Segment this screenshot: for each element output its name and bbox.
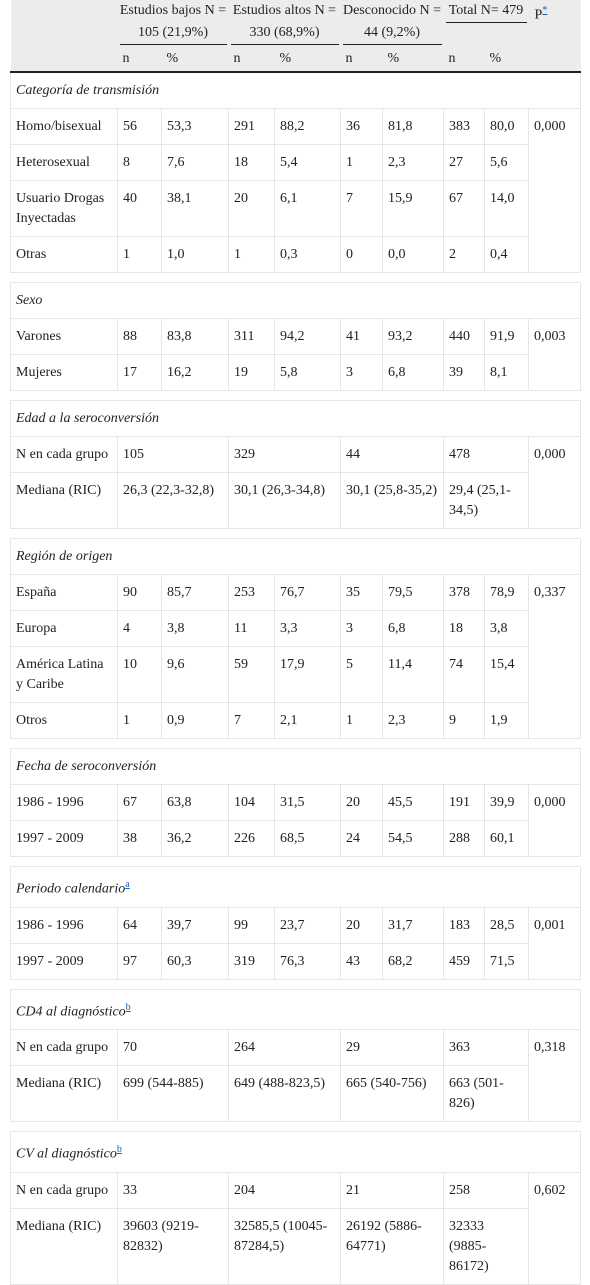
cell-merged: 264 <box>229 1030 341 1066</box>
cell-n: 43 <box>341 943 383 979</box>
table-row <box>11 611 581 647</box>
cell-n: 8 <box>118 145 162 181</box>
row-label: España <box>11 575 118 611</box>
cell-merged: 26,3 (22,3-32,8) <box>118 473 229 529</box>
cell-merged: 21 <box>341 1172 444 1208</box>
section-title: Sexo <box>11 283 581 319</box>
cell-n: 64 <box>118 907 162 943</box>
cell-pct: 81,8 <box>383 109 444 145</box>
cell-n: 74 <box>444 647 485 703</box>
cell-pct: 2,3 <box>383 703 444 739</box>
table-row <box>11 437 581 473</box>
table-body <box>11 72 581 1284</box>
header-p: P* <box>529 0 581 47</box>
cell-merged: 29,4 (25,1-34,5) <box>444 473 529 529</box>
section-title-row <box>11 401 581 437</box>
row-label: América Latina y Caribe <box>11 647 118 703</box>
cell-n: 1 <box>341 145 383 181</box>
table-row <box>11 473 581 529</box>
cell-merged: 105 <box>118 437 229 473</box>
cell-n: 5 <box>341 647 383 703</box>
cell-n: 3 <box>341 355 383 391</box>
subheader-p-blank <box>529 47 581 72</box>
cell-pct: 60,3 <box>162 943 229 979</box>
cell-pct: 60,1 <box>485 821 529 857</box>
cell-pct: 2,3 <box>383 145 444 181</box>
spacer-cell <box>11 273 581 283</box>
cell-n: 24 <box>341 821 383 857</box>
section-title-row <box>11 283 581 319</box>
cell-pct: 76,3 <box>275 943 341 979</box>
cell-merged: 44 <box>341 437 444 473</box>
cell-n: 1 <box>341 703 383 739</box>
cell-merged: 204 <box>229 1172 341 1208</box>
section-spacer <box>11 391 581 401</box>
p-value: 0,000 <box>529 785 581 857</box>
cell-merged: 363 <box>444 1030 529 1066</box>
table-row <box>11 785 581 821</box>
cell-n: 226 <box>229 821 275 857</box>
row-label: Heterosexual <box>11 145 118 181</box>
cell-n: 17 <box>118 355 162 391</box>
results-table <box>10 0 581 1285</box>
cell-n: 383 <box>444 109 485 145</box>
cell-pct: 53,3 <box>162 109 229 145</box>
cell-pct: 1,0 <box>162 237 229 273</box>
cell-n: 9 <box>444 703 485 739</box>
cell-merged: 649 (488-823,5) <box>229 1066 341 1122</box>
section-footnote-link[interactable]: b <box>125 1001 131 1013</box>
cell-pct: 76,7 <box>275 575 341 611</box>
cell-n: 191 <box>444 785 485 821</box>
cell-pct: 3,8 <box>162 611 229 647</box>
cell-n: 378 <box>444 575 485 611</box>
table-row <box>11 703 581 739</box>
section-title-row <box>11 749 581 785</box>
cell-pct: 45,5 <box>383 785 444 821</box>
cell-pct: 5,4 <box>275 145 341 181</box>
cell-pct: 11,4 <box>383 647 444 703</box>
cell-pct: 0,9 <box>162 703 229 739</box>
table-row <box>11 821 581 857</box>
cell-merged: 30,1 (25,8-35,2) <box>341 473 444 529</box>
row-label: Mediana (RIC) <box>11 473 118 529</box>
cell-pct: 71,5 <box>485 943 529 979</box>
cell-n: 18 <box>444 611 485 647</box>
cell-merged: 32333 (9885-86172) <box>444 1208 529 1284</box>
subheader-n: n <box>444 47 485 72</box>
header-group-low: Estudios bajos N = 105 (21,9%) <box>118 0 229 47</box>
cell-n: 67 <box>444 181 485 237</box>
cell-merged: 699 (544-885) <box>118 1066 229 1122</box>
header-group-total: Total N= 479 <box>444 0 529 47</box>
cell-n: 40 <box>118 181 162 237</box>
row-label: Mediana (RIC) <box>11 1066 118 1122</box>
cell-pct: 38,1 <box>162 181 229 237</box>
cell-n: 59 <box>229 647 275 703</box>
cell-pct: 0,4 <box>485 237 529 273</box>
row-label: Mediana (RIC) <box>11 1208 118 1284</box>
cell-n: 104 <box>229 785 275 821</box>
table-row <box>11 1172 581 1208</box>
cell-merged: 258 <box>444 1172 529 1208</box>
cell-pct: 85,7 <box>162 575 229 611</box>
cell-pct: 91,9 <box>485 319 529 355</box>
cell-pct: 0,3 <box>275 237 341 273</box>
cell-n: 99 <box>229 907 275 943</box>
cell-n: 39 <box>444 355 485 391</box>
cell-merged: 70 <box>118 1030 229 1066</box>
p-value: 0,003 <box>529 319 581 391</box>
row-label: Otras <box>11 237 118 273</box>
cell-n: 38 <box>118 821 162 857</box>
section-title: Edad a la seroconversión <box>11 401 581 437</box>
section-spacer <box>11 857 581 867</box>
cell-n: 319 <box>229 943 275 979</box>
section-footnote-link[interactable]: a <box>125 879 130 890</box>
cell-merged: 665 (540-756) <box>341 1066 444 1122</box>
table-row <box>11 237 581 273</box>
cell-pct: 3,8 <box>485 611 529 647</box>
cell-pct: 6,8 <box>383 611 444 647</box>
cell-n: 56 <box>118 109 162 145</box>
row-label: 1986 - 1996 <box>11 785 118 821</box>
cell-n: 459 <box>444 943 485 979</box>
spacer-cell <box>11 857 581 867</box>
subheader-n: n <box>229 47 275 72</box>
cell-pct: 68,2 <box>383 943 444 979</box>
cell-pct: 2,1 <box>275 703 341 739</box>
section-title-row <box>11 539 581 575</box>
cell-n: 35 <box>341 575 383 611</box>
cell-pct: 15,4 <box>485 647 529 703</box>
cell-n: 19 <box>229 355 275 391</box>
subheader-pct: % <box>485 47 529 72</box>
subheader-pct: % <box>383 47 444 72</box>
spacer-cell <box>11 1122 581 1132</box>
cell-pct: 88,2 <box>275 109 341 145</box>
cell-pct: 94,2 <box>275 319 341 355</box>
cell-pct: 63,8 <box>162 785 229 821</box>
subheader-pct: % <box>275 47 341 72</box>
cell-merged: 32585,5 (10045-87284,5) <box>229 1208 341 1284</box>
cell-pct: 6,8 <box>383 355 444 391</box>
cell-n: 20 <box>341 907 383 943</box>
cell-n: 97 <box>118 943 162 979</box>
section-spacer <box>11 979 581 989</box>
cell-n: 18 <box>229 145 275 181</box>
cell-n: 90 <box>118 575 162 611</box>
table-row <box>11 319 581 355</box>
table-row <box>11 575 581 611</box>
cell-n: 0 <box>341 237 383 273</box>
cell-n: 2 <box>444 237 485 273</box>
table-row <box>11 109 581 145</box>
spacer-cell <box>11 529 581 539</box>
subheader-row <box>11 47 581 72</box>
cell-pct: 5,6 <box>485 145 529 181</box>
table-row <box>11 145 581 181</box>
cell-pct: 39,9 <box>485 785 529 821</box>
header-group-high: Estudios altos N = 330 (68,9%) <box>229 0 341 47</box>
cell-n: 36 <box>341 109 383 145</box>
cell-pct: 8,1 <box>485 355 529 391</box>
row-label: 1997 - 2009 <box>11 821 118 857</box>
section-spacer <box>11 1122 581 1132</box>
row-label: N en cada grupo <box>11 1030 118 1066</box>
cell-n: 253 <box>229 575 275 611</box>
row-label: Homo/bisexual <box>11 109 118 145</box>
cell-pct: 15,9 <box>383 181 444 237</box>
p-footnote-link[interactable]: * <box>542 5 548 16</box>
section-title-row <box>11 72 581 109</box>
cell-pct: 79,5 <box>383 575 444 611</box>
section-title: CV al diagnóstico$^b$ <box>11 1132 581 1173</box>
cell-n: 288 <box>444 821 485 857</box>
cell-pct: 54,5 <box>383 821 444 857</box>
table-row <box>11 181 581 237</box>
row-label: Mujeres <box>11 355 118 391</box>
cell-pct: 1,9 <box>485 703 529 739</box>
subheader-pct: % <box>162 47 229 72</box>
cell-n: 20 <box>229 181 275 237</box>
cell-merged: 30,1 (26,3-34,8) <box>229 473 341 529</box>
row-label: N en cada grupo <box>11 437 118 473</box>
table-row <box>11 943 581 979</box>
p-value: 0,337 <box>529 575 581 739</box>
spacer-cell <box>11 739 581 749</box>
cell-n: 1 <box>229 237 275 273</box>
cell-merged: 29 <box>341 1030 444 1066</box>
header-blank <box>11 0 118 47</box>
row-label: Otros <box>11 703 118 739</box>
row-label: 1986 - 1996 <box>11 907 118 943</box>
subheader-n: n <box>341 47 383 72</box>
cell-n: 1 <box>118 237 162 273</box>
cell-merged: 478 <box>444 437 529 473</box>
section-title-row <box>11 867 581 908</box>
header-group-unknown: Desconocido N = 44 (9,2%) <box>341 0 444 47</box>
section-spacer <box>11 739 581 749</box>
section-title: CD4 al diagnóstico$^b$ <box>11 989 581 1030</box>
cell-pct: 7,6 <box>162 145 229 181</box>
cell-n: 1 <box>118 703 162 739</box>
cell-merged: 329 <box>229 437 341 473</box>
cell-pct: 9,6 <box>162 647 229 703</box>
cell-pct: 80,0 <box>485 109 529 145</box>
section-title: Fecha de seroconversión <box>11 749 581 785</box>
cell-n: 440 <box>444 319 485 355</box>
row-label: Usuario Drogas Inyectadas <box>11 181 118 237</box>
section-spacer <box>11 273 581 283</box>
cell-n: 311 <box>229 319 275 355</box>
cell-n: 41 <box>341 319 383 355</box>
spacer-cell <box>11 391 581 401</box>
table-row <box>11 647 581 703</box>
cell-n: 183 <box>444 907 485 943</box>
cell-n: 67 <box>118 785 162 821</box>
cell-merged: 33 <box>118 1172 229 1208</box>
cell-pct: 17,9 <box>275 647 341 703</box>
p-value: 0,318 <box>529 1030 581 1122</box>
cell-n: 291 <box>229 109 275 145</box>
section-footnote-link[interactable]: b <box>116 1144 122 1156</box>
cell-merged: 26192 (5886-64771) <box>341 1208 444 1284</box>
cell-n: 7 <box>229 703 275 739</box>
cell-n: 10 <box>118 647 162 703</box>
cell-pct: 83,8 <box>162 319 229 355</box>
cell-n: 27 <box>444 145 485 181</box>
cell-n: 3 <box>341 611 383 647</box>
row-label: N en cada grupo <box>11 1172 118 1208</box>
row-label: 1997 - 2009 <box>11 943 118 979</box>
cell-pct: 23,7 <box>275 907 341 943</box>
cell-pct: 39,7 <box>162 907 229 943</box>
cell-pct: 36,2 <box>162 821 229 857</box>
cell-pct: 16,2 <box>162 355 229 391</box>
p-value: 0,000 <box>529 109 581 273</box>
cell-pct: 78,9 <box>485 575 529 611</box>
section-spacer <box>11 529 581 539</box>
cell-n: 7 <box>341 181 383 237</box>
row-label: Varones <box>11 319 118 355</box>
table-row <box>11 1066 581 1122</box>
section-title: Periodo calendario$^a$ <box>11 867 581 908</box>
spacer-cell <box>11 979 581 989</box>
section-title-row <box>11 989 581 1030</box>
table-row <box>11 1030 581 1066</box>
cell-pct: 31,7 <box>383 907 444 943</box>
cell-pct: 3,3 <box>275 611 341 647</box>
cell-n: 88 <box>118 319 162 355</box>
cell-pct: 31,5 <box>275 785 341 821</box>
row-label: Europa <box>11 611 118 647</box>
p-value: 0,001 <box>529 907 581 979</box>
cell-pct: 0,0 <box>383 237 444 273</box>
table-row <box>11 355 581 391</box>
section-title-row <box>11 1132 581 1173</box>
cell-pct: 5,8 <box>275 355 341 391</box>
subheader-blank <box>11 47 118 72</box>
p-value: 0,602 <box>529 1172 581 1284</box>
p-value: 0,000 <box>529 437 581 529</box>
subheader-n: n <box>118 47 162 72</box>
section-title: Región de origen <box>11 539 581 575</box>
section-title: Categoría de transmisión <box>11 72 581 109</box>
cell-n: 11 <box>229 611 275 647</box>
cell-n: 4 <box>118 611 162 647</box>
cell-pct: 93,2 <box>383 319 444 355</box>
cell-pct: 28,5 <box>485 907 529 943</box>
table-row <box>11 907 581 943</box>
cell-merged: 39603 (9219-82832) <box>118 1208 229 1284</box>
cell-pct: 6,1 <box>275 181 341 237</box>
cell-pct: 14,0 <box>485 181 529 237</box>
cell-pct: 68,5 <box>275 821 341 857</box>
cell-n: 20 <box>341 785 383 821</box>
cell-merged: 663 (501-826) <box>444 1066 529 1122</box>
table-row <box>11 1208 581 1284</box>
